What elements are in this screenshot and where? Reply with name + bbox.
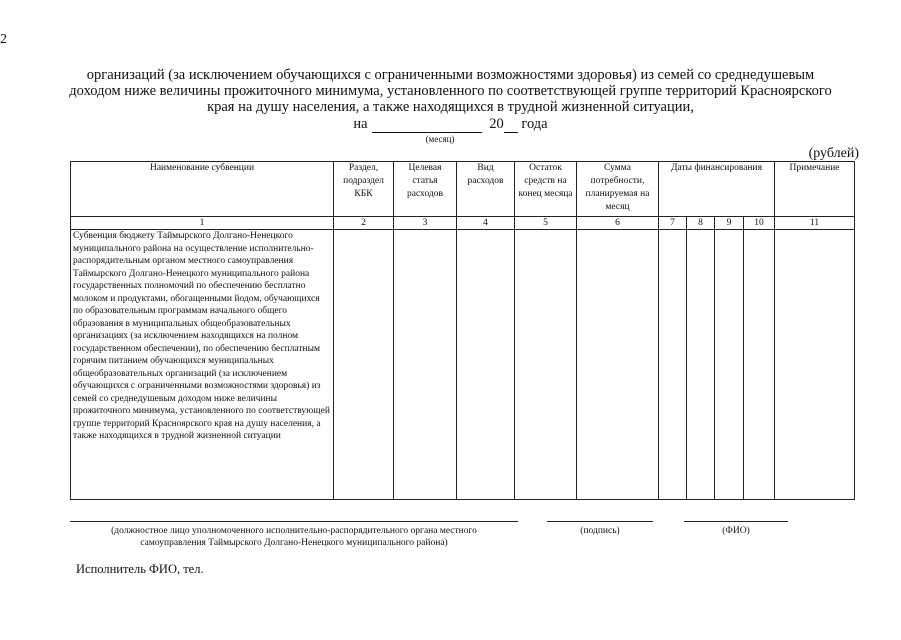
signature-line [547,521,653,522]
month-caption: (месяц) [425,134,455,144]
column-number: 7 [659,217,687,230]
header-amount-needed: Сумма потребности, планируемая на месяц [577,162,659,217]
column-number: 10 [744,217,775,230]
header-financing-dates: Даты финансирования [659,162,775,217]
cell-date-7 [659,230,687,500]
cell-note [775,230,855,500]
date-suffix: года [521,116,548,132]
column-number: 9 [715,217,744,230]
date-prefix: на [353,116,368,132]
name-caption: (ФИО) [722,526,750,536]
column-number: 11 [775,217,855,230]
header-kbk: Раздел, подраздел КБК [334,162,394,217]
column-number: 2 [334,217,394,230]
cell-target-article [394,230,457,500]
official-caption: (должностное лицо уполномоченного исполнительно-распорядительного органа местного самоуправления Таймырского Долгано-Ненецкого муниципального района) [111,526,477,548]
table-row [71,230,855,500]
cell-date-8 [687,230,715,500]
name-line [684,521,788,522]
column-number: 3 [394,217,457,230]
date-line [0,116,901,133]
executor-line: Исполнитель ФИО, тел. [76,562,204,576]
cell-kbk [334,230,394,500]
page-number: 2 [0,32,7,47]
signature-caption: (подпись) [580,526,620,536]
header-note: Примечание [775,162,855,217]
cell-date-9 [715,230,744,500]
column-number: 1 [71,217,334,230]
cell-balance [515,230,577,500]
column-number-row [71,217,855,230]
table-header-row [71,162,855,217]
subvention-table [70,161,855,500]
year-prefix: 20 [489,116,504,132]
header-target-article: Целевая статья расходов [394,162,457,217]
header-expense-type: Вид расходов [457,162,515,217]
units-label: (рублей) [808,146,859,161]
subvention-description: Субвенция бюджету Таймырского Долгано-Ненецкого муниципального района на осуществление исполнительно-распорядительным органом местного самоуправления Таймырского Долгано-Ненецкого муниципального района государственных полномочий по обеспечению бесплатно молоком и продуктами, обогащенными йодом, обучающихся по образовательным программам начального общего образования в муниципальных общеобразовательных организациях (за исключением находящихся на полном государственном обеспечении), по обеспечению бесплатным горячим питанием обучающихся муниципальных общеобразовательных организаций (за исключением обучающихся с ограниченными возможностями здоровья) из семей со среднедушевым доходом ниже величины прожиточного минимума, установленного по соответствующей группе территорий Красноярского края на душу населения, а также находящихся в трудной жизненной ситуации [71,230,334,500]
column-number: 8 [687,217,715,230]
year-blank [504,118,518,133]
document-heading: организаций (за исключением обучающихся с ограниченными возможностями здоровья) из семей со среднедушевым доходом ниже величины прожиточного минимума, установленного по соответствующей группе территорий Красноярского края на душу населения, а также находящихся в трудной жизненной ситуации, [69,67,832,115]
column-number: 6 [577,217,659,230]
official-signature-line [70,521,518,522]
header-subvention-name: Наименование субвенции [71,162,334,217]
month-blank [372,118,482,133]
cell-expense-type [457,230,515,500]
cell-date-10 [744,230,775,500]
header-balance: Остаток средств на конец месяца [515,162,577,217]
column-number: 4 [457,217,515,230]
cell-amount-needed [577,230,659,500]
column-number: 5 [515,217,577,230]
